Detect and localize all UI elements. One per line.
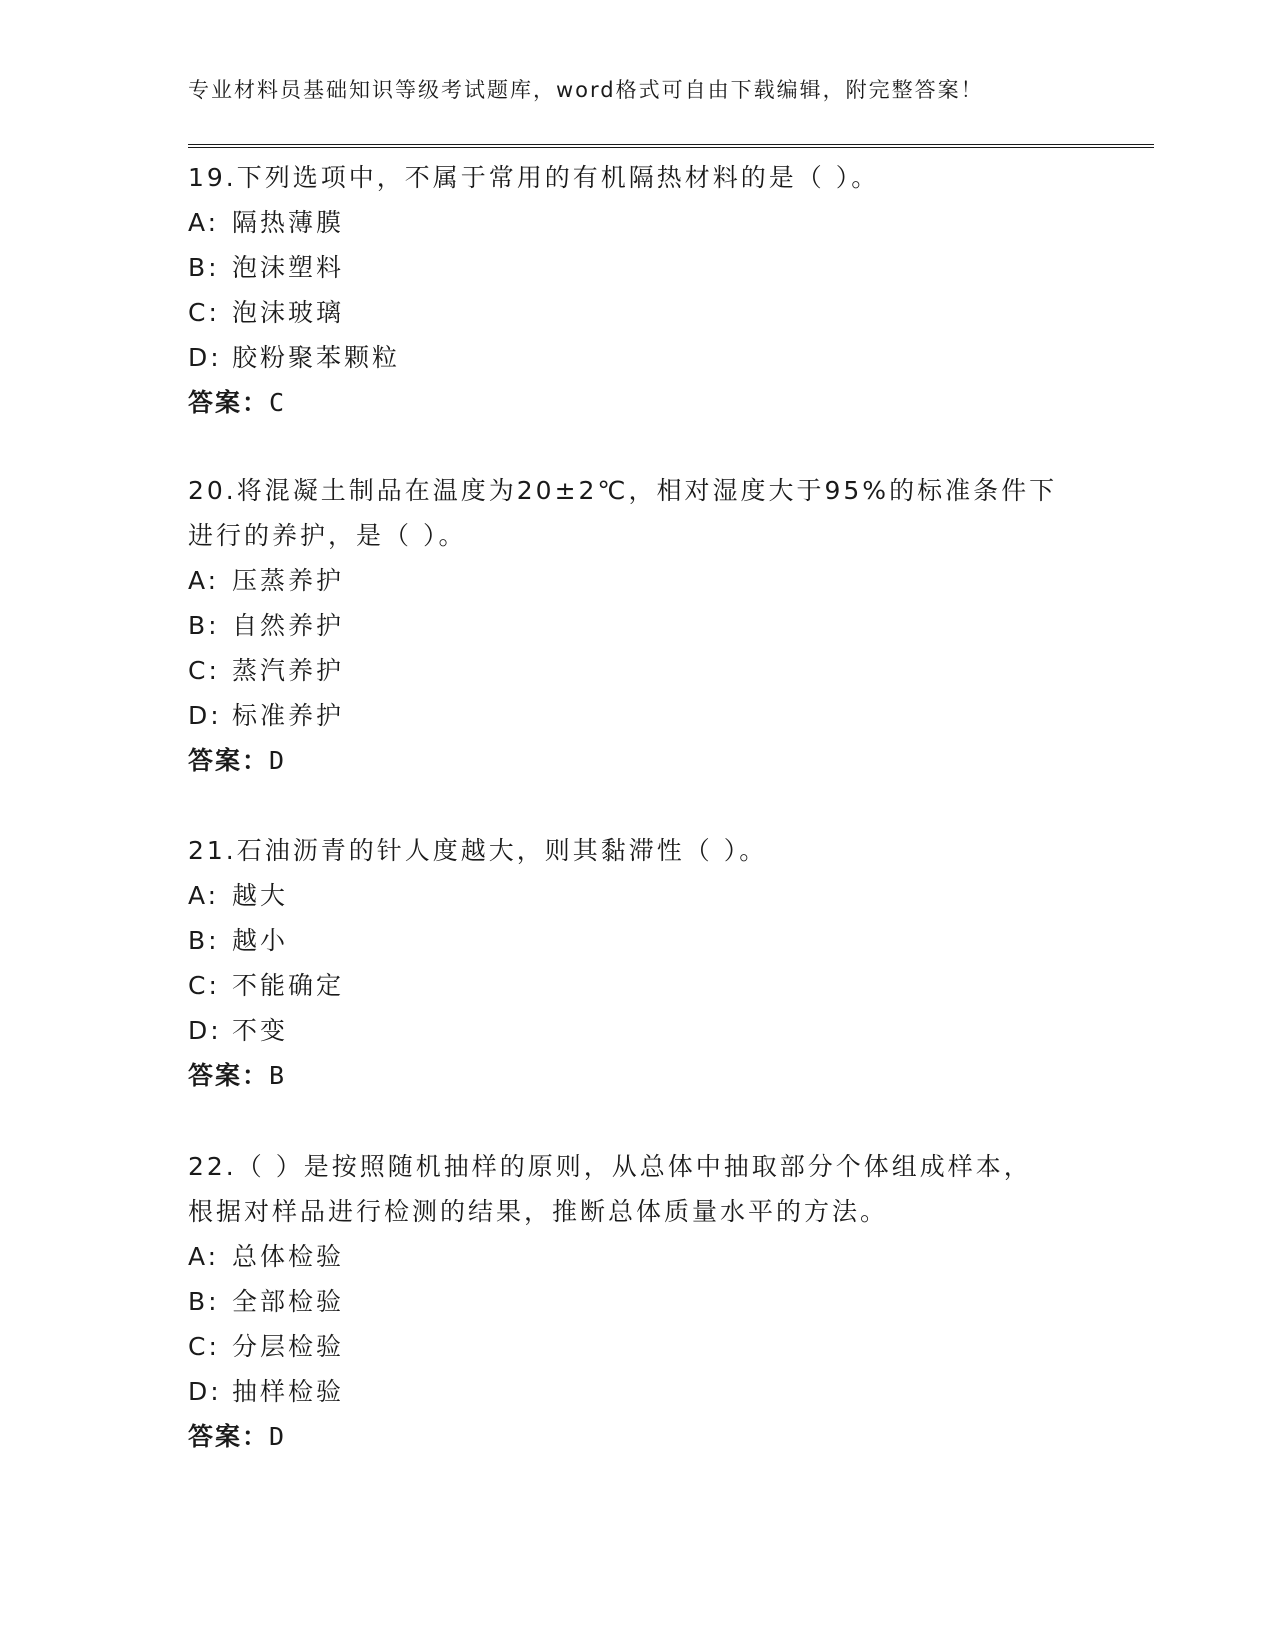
option-text: 抽样检验	[232, 1377, 345, 1406]
option-a	[188, 1234, 1088, 1279]
option-text: 不变	[232, 1016, 289, 1045]
question-stem: 21.石油沥青的针人度越大，则其黏滞性（ ）。	[188, 836, 768, 865]
option-a	[188, 873, 1088, 918]
option-text: 自然养护	[232, 611, 345, 640]
option-letter: C:	[188, 656, 220, 685]
option-text: 泡沫塑料	[232, 253, 345, 282]
answer-label: 答案：	[188, 746, 270, 775]
answer-line	[188, 380, 1088, 425]
option-text: 压蒸养护	[232, 566, 345, 595]
option-c	[188, 963, 1088, 1008]
option-text: 越大	[232, 881, 289, 910]
option-c	[188, 290, 1088, 335]
option-letter: C:	[188, 971, 220, 1000]
answer-label: 答案：	[188, 1061, 270, 1090]
answer-value: D	[269, 746, 287, 775]
answer-line	[188, 1053, 1088, 1098]
option-letter: C:	[188, 1332, 220, 1361]
question-stem-line-2: 根据对样品进行检测的结果，推断总体质量水平的方法。	[188, 1197, 889, 1226]
answer-value: D	[269, 1422, 287, 1451]
question-stem: 19.下列选项中，不属于常用的有机隔热材料的是（ ）。	[188, 163, 880, 192]
option-letter: B:	[188, 611, 220, 640]
option-letter: A:	[188, 1242, 220, 1271]
option-text: 隔热薄膜	[232, 208, 345, 237]
header-divider	[188, 144, 1154, 148]
option-a	[188, 558, 1088, 603]
answer-label: 答案：	[188, 388, 270, 417]
question-22	[188, 1144, 1088, 1459]
option-d	[188, 1369, 1088, 1414]
option-b	[188, 603, 1088, 648]
option-letter: C:	[188, 298, 220, 327]
option-a	[188, 200, 1088, 245]
option-text: 总体检验	[232, 1242, 345, 1271]
option-c	[188, 648, 1088, 693]
option-d	[188, 693, 1088, 738]
answer-line	[188, 1414, 1088, 1459]
page-header: 专业材料员基础知识等级考试题库，word格式可自由下载编辑，附完整答案！	[188, 78, 984, 102]
question-19	[188, 155, 1088, 425]
option-text: 蒸汽养护	[232, 656, 345, 685]
answer-value: C	[269, 388, 287, 417]
question-20	[188, 468, 1088, 783]
option-letter: D:	[188, 1377, 222, 1406]
option-letter: D:	[188, 701, 222, 730]
option-letter: B:	[188, 926, 220, 955]
answer-line	[188, 738, 1088, 783]
option-letter: D:	[188, 1016, 222, 1045]
option-text: 标准养护	[232, 701, 345, 730]
option-text: 越小	[232, 926, 289, 955]
option-letter: D:	[188, 343, 222, 372]
option-d	[188, 1008, 1088, 1053]
option-letter: B:	[188, 253, 220, 282]
option-text: 全部检验	[232, 1287, 345, 1316]
option-text: 泡沫玻璃	[232, 298, 345, 327]
option-letter: A:	[188, 881, 220, 910]
answer-value: B	[269, 1061, 287, 1090]
option-b	[188, 918, 1088, 963]
option-b	[188, 1279, 1088, 1324]
option-text: 不能确定	[232, 971, 345, 1000]
question-21	[188, 828, 1088, 1098]
option-letter: B:	[188, 1287, 220, 1316]
option-letter: A:	[188, 566, 220, 595]
option-d	[188, 335, 1088, 380]
option-letter: A:	[188, 208, 220, 237]
answer-label: 答案：	[188, 1422, 270, 1451]
question-stem-line-2: 进行的养护，是（ ）。	[188, 521, 467, 550]
option-text: 分层检验	[232, 1332, 345, 1361]
option-c	[188, 1324, 1088, 1369]
question-stem-line-1: 22.（ ）是按照随机抽样的原则，从总体中抽取部分个体组成样本，	[188, 1152, 1032, 1181]
question-stem-line-1: 20.将混凝土制品在温度为20±2℃，相对湿度大于95%的标准条件下	[188, 476, 1058, 505]
option-text: 胶粉聚苯颗粒	[232, 343, 401, 372]
option-b	[188, 245, 1088, 290]
